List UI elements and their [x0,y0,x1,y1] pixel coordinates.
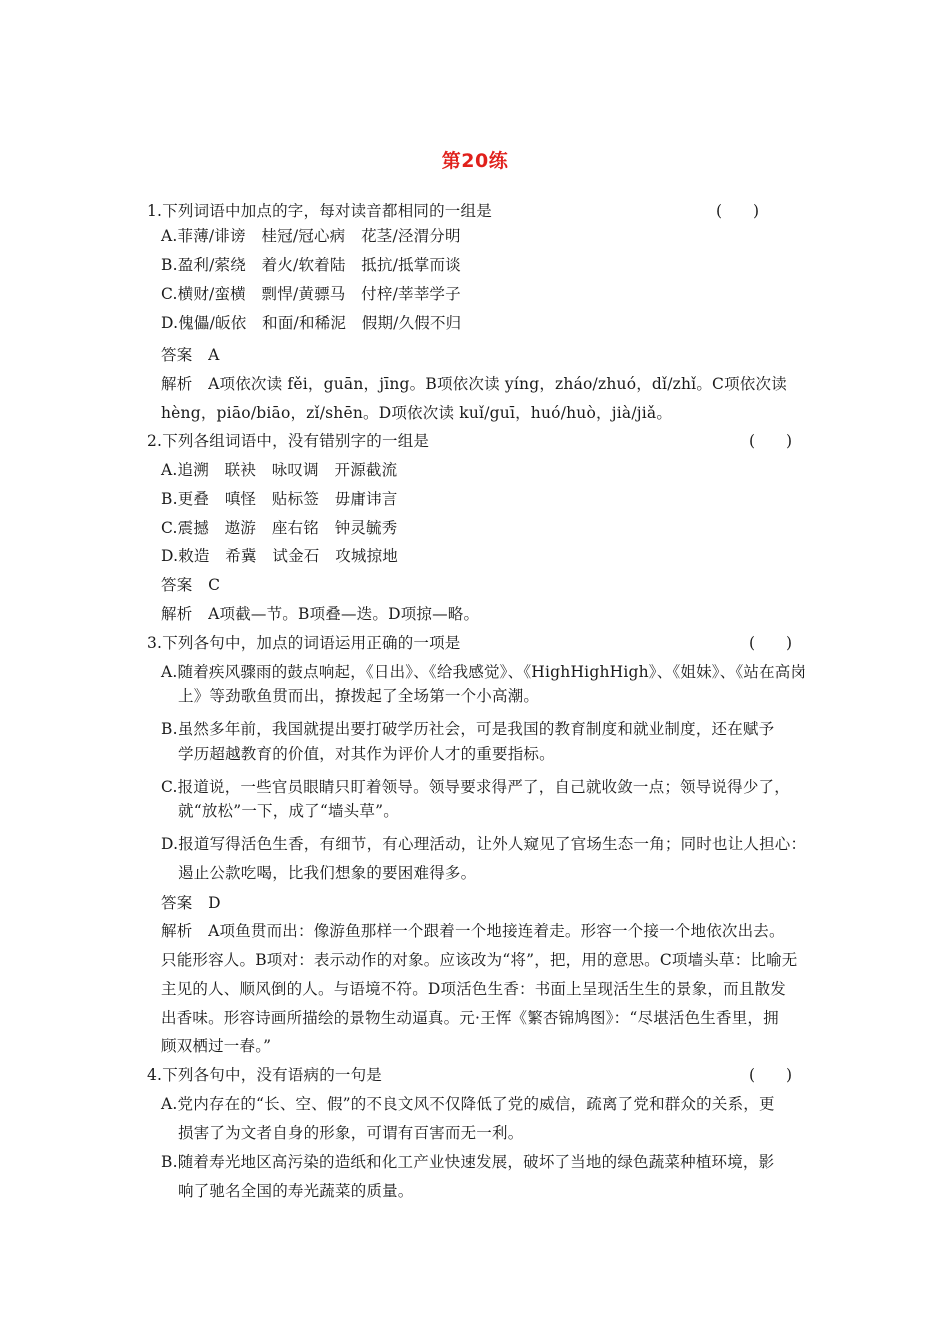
question-stem: 2.下列各组词语中，没有错别字的一组是 [147,432,430,450]
answer-line: 解析 A项依次读 fěi，guān，jīng。B项依次读 yíng，zháo/zhuó，dǐ/zhǐ。C项依次读 [161,375,787,393]
option-continuation: 学历超越教育的价值，对其作为评价人才的重要指标。 [178,745,555,763]
option-line: B.虽然多年前，我国就提出要打破学历社会，可是我国的教育制度和就业制度，还在赋予 [161,720,775,738]
answer-blank: ( ) [749,1066,793,1084]
question-stem: 1.下列词语中加点的字，每对读音都相同的一组是 [147,202,492,220]
answer-line: 解析 A项鱼贯而出：像游鱼那样一个跟着一个地接连着走。形容一个接一个地依次出去。 [161,922,785,940]
answer-line: 解析 A项截—节。B项叠—迭。D项掠—略。 [161,605,480,623]
answer-line: 答案 D [161,894,221,912]
option-line: A.追溯 联袂 咏叹调 开源截流 [161,461,398,479]
option-line: C.报道说，一些官员眼睛只盯着领导。领导要求得严了，自己就收敛一点；领导说得少了， [161,778,790,796]
answer-line: 答案 C [161,576,221,594]
answer-blank: ( ) [716,202,760,220]
option-line: C.横财/蛮横 剽悍/黄骠马 付梓/莘莘学子 [161,285,461,303]
page-title: 第20练 [441,150,509,172]
answer-blank: ( ) [749,634,793,652]
explanation-continuation: 只能形容人。B项对：表示动作的对象。应该改为“将”，把，用的意思。C项墙头草：比喻无 [161,951,798,969]
option-line: D.报道写得活色生香，有细节，有心理活动，让外人窥见了官场生态一角；同时也让人担心： [161,835,807,853]
option-line: A.随着疾风骤雨的鼓点响起，《日出》、《给我感觉》、《HighHighHigh》、《姐妹》、《站在高岗 [161,663,807,681]
option-continuation: 就“放松”一下，成了“墙头草”。 [178,802,399,820]
option-line: B.盈利/萦绕 着火/软着陆 抵抗/抵掌而谈 [161,256,461,274]
option-continuation: 遏止公款吃喝，比我们想象的要困难得多。 [178,864,477,882]
question-stem: 3.下列各句中，加点的词语运用正确的一项是 [147,634,461,652]
option-line: B.更叠 嗔怪 贴标签 毋庸讳言 [161,490,398,508]
option-line: D.敕造 希冀 试金石 攻城掠地 [161,547,399,565]
option-line: A.菲薄/诽谤 桂冠/冠心病 花茎/泾渭分明 [161,227,461,245]
explanation-continuation: 顾双栖过一春。” [161,1037,272,1055]
option-continuation: 损害了为文者自身的形象，可谓有百害而无一利。 [178,1124,524,1142]
explanation-continuation: 出香味。形容诗画所描绘的景物生动逼真。元·王恽《繁杏锦鸠图》：“尽堪活色生香里，拥 [161,1009,779,1027]
answer-blank: ( ) [749,432,793,450]
option-continuation: 响了驰名全国的寿光蔬菜的质量。 [178,1182,414,1200]
option-continuation: 上》等劲歌鱼贯而出，撩拨起了全场第一个小高潮。 [178,687,540,705]
option-line: A.党内存在的“长、空、假”的不良文风不仅降低了党的威信，疏离了党和群众的关系，更 [161,1095,775,1113]
option-line: C.震撼 遨游 座右铭 钟灵毓秀 [161,519,398,537]
explanation-continuation: 主见的人、顺风倒的人。与语境不符。D项活色生香：书面上呈现活生生的景象，而且散发 [161,980,786,998]
option-line: B.随着寿光地区高污染的造纸和化工产业快速发展，破坏了当地的绿色蔬菜种植环境，影 [161,1153,775,1171]
option-line: D.傀儡/皈依 和面/和稀泥 假期/久假不归 [161,314,462,332]
answer-line: 答案 A [161,346,220,364]
explanation-continuation: hèng，piāo/biāo，zǐ/shēn。D项依次读 kuǐ/guī，huó/huò，jià/jiǎ。 [161,404,673,422]
question-stem: 4.下列各句中，没有语病的一句是 [147,1066,382,1084]
